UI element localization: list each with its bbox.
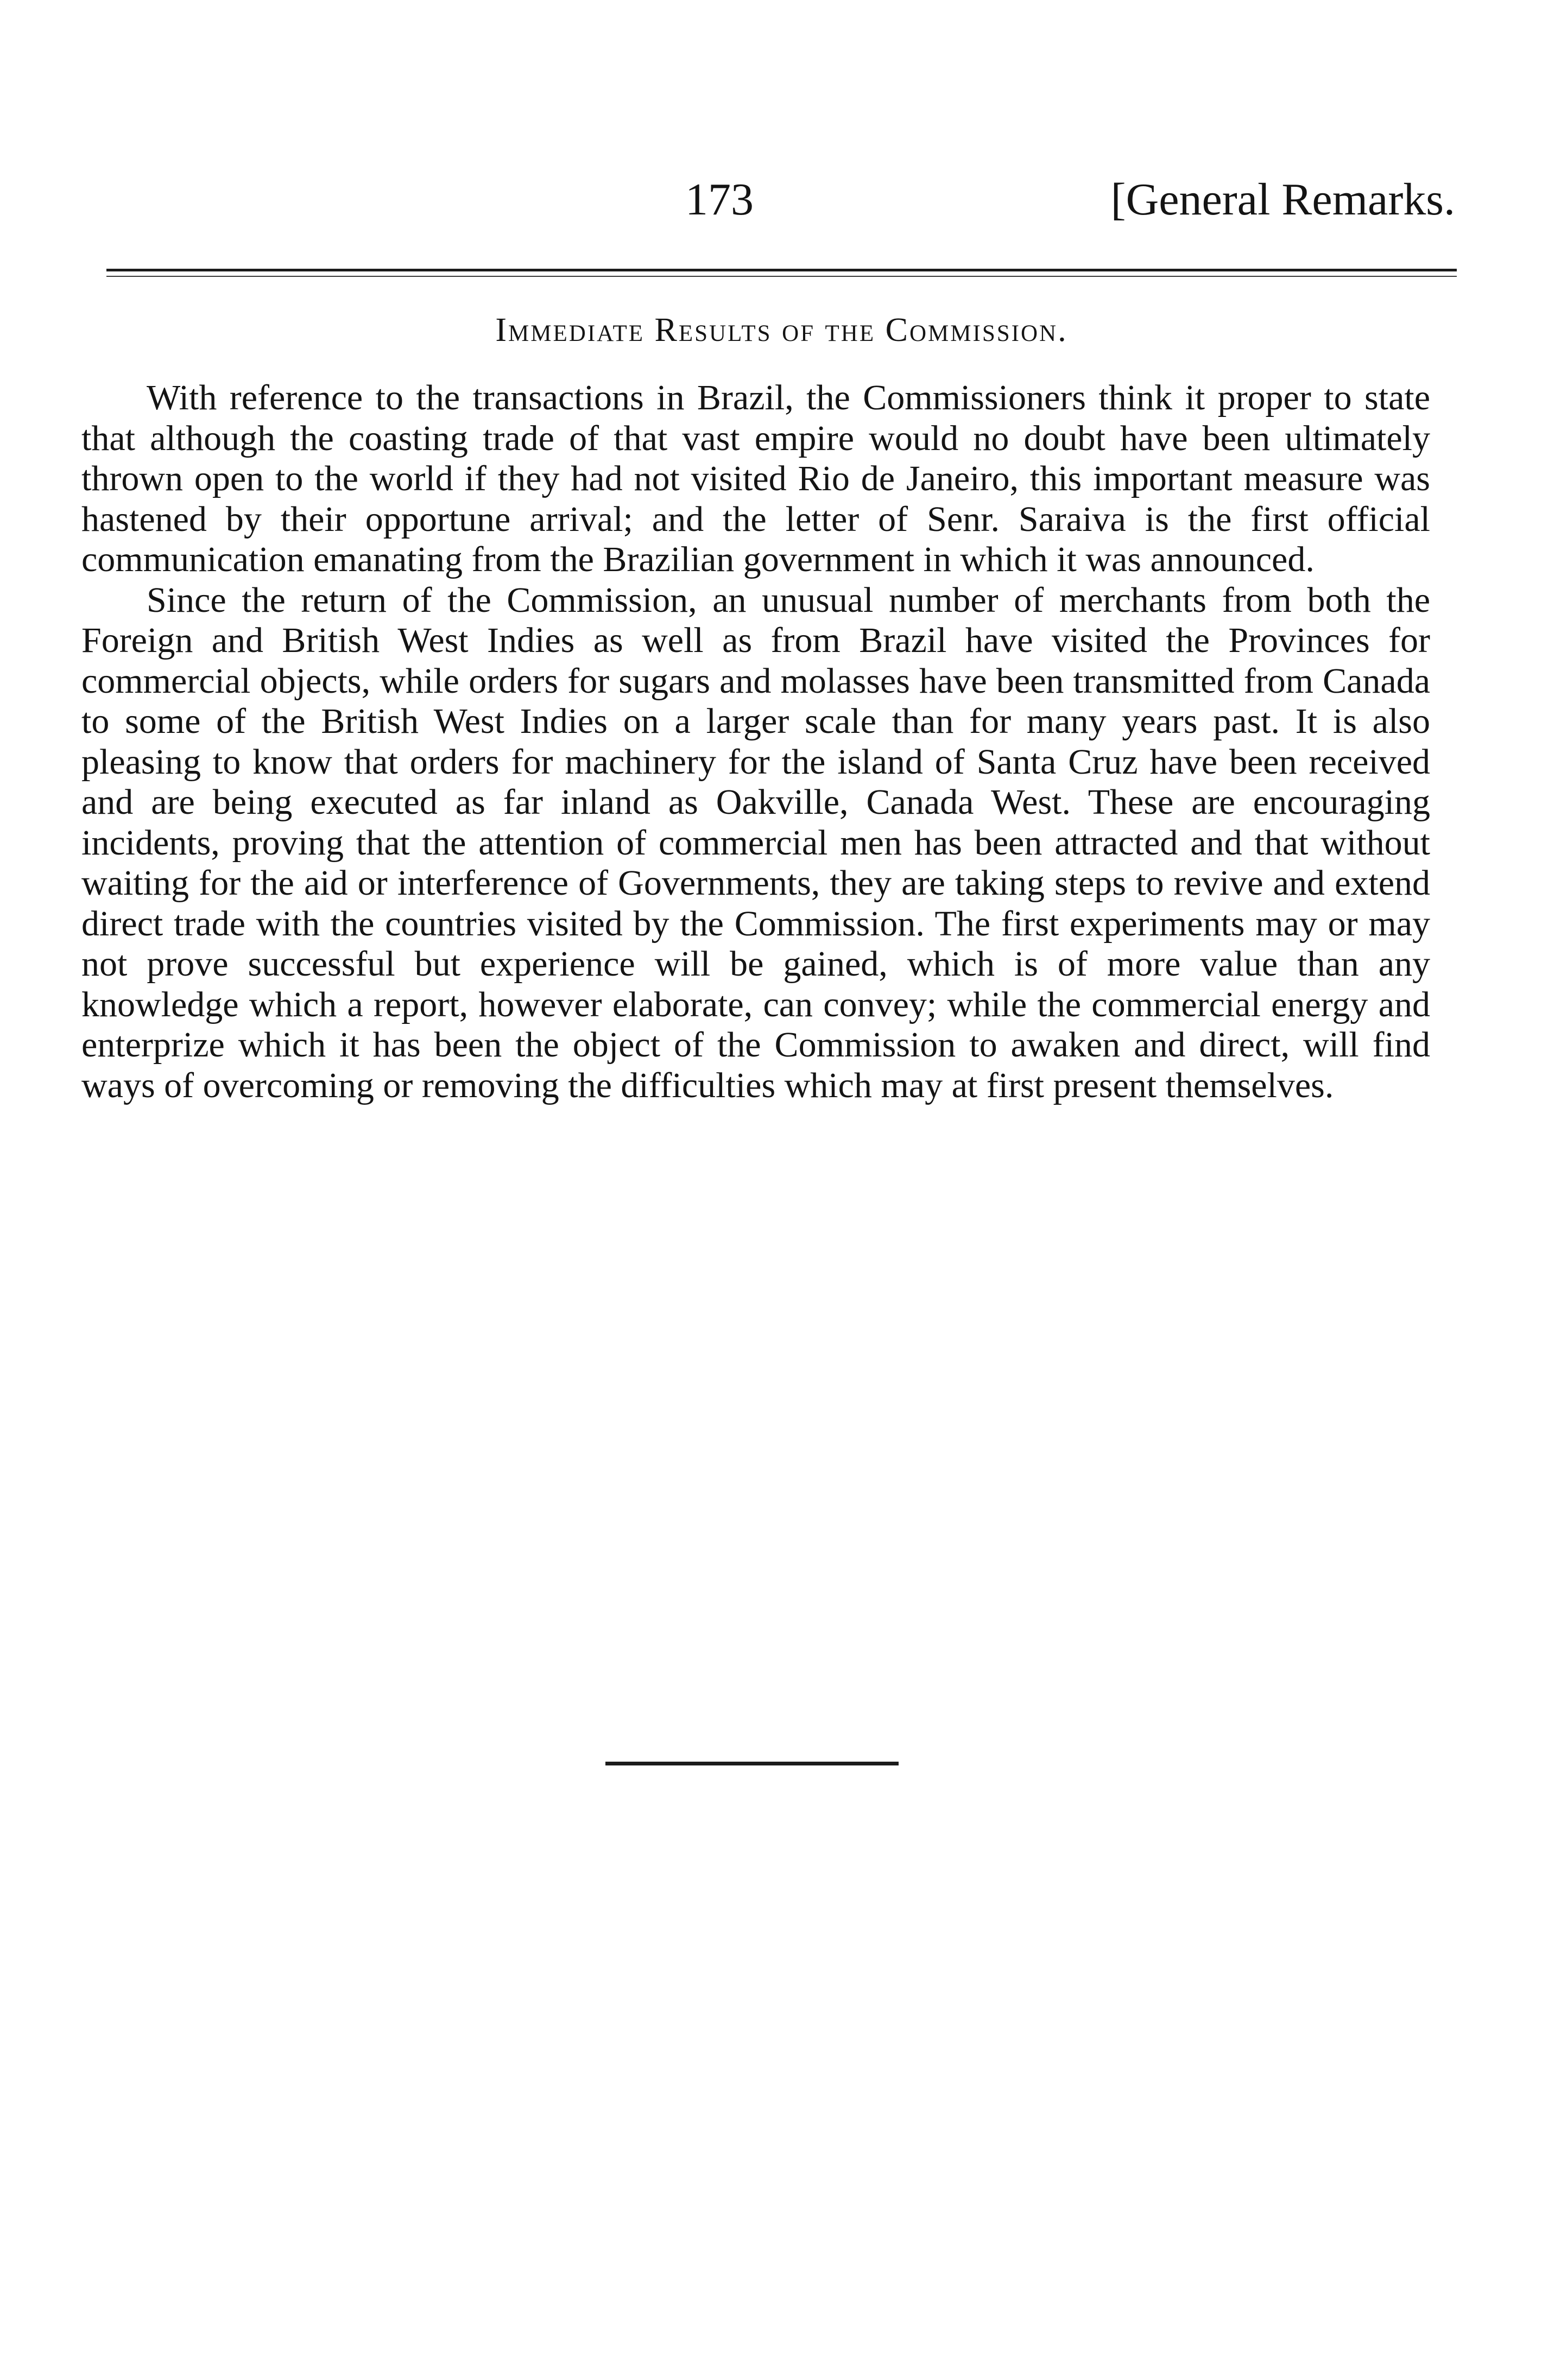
body-text [81,378,1430,1106]
page-number: 173 [685,174,754,225]
header-rule [106,269,1457,271]
section-heading: Immediate Results of the Commission. [495,312,1068,349]
paragraph-2: Since the return of the Commission, an unusual number of merchants from both the Foreign and British West Indies as well as from Brazil have visited the Provinces for commercial objects, while orders for sugars and molasses have been transmitted from Canada to some of the British West Indies on a larger scale than for many years past. It is also pleasing to know that orders for machinery for the island of Santa Cruz have been received and are being executed as far inland as Oakville, Canada West. These are encouraging incidents, proving that the attention of commercial men has been attracted and that without waiting for the aid or interference of Governments, they are taking steps to revive and extend direct trade with the countries visited by the Commission. The first experiments may or may not prove successful but experience will be gained, which is of more value than any knowledge which a report, however elaborate, can convey; while the commercial energy and enterprize which it has been the object of the Commission to awaken and direct, will find ways of overcoming or removing the difficulties which may at first present themselves. [81,580,1430,1105]
running-section-title: [General Remarks. [1110,174,1455,225]
paragraph-1: With reference to the transactions in Brazil, the Commissioners think it proper to state that although the coasting trade of that vast empire would no doubt have been ultimately thrown open to the world if they had not visited Rio de Janeiro, this important measure was hastened by their opportune arrival; and the letter of Senr. Saraiva is the first official communication emanating from the Brazilian government in which it was announced. [81,378,1430,579]
header-rule-thin [106,276,1457,277]
end-rule [605,1762,899,1765]
